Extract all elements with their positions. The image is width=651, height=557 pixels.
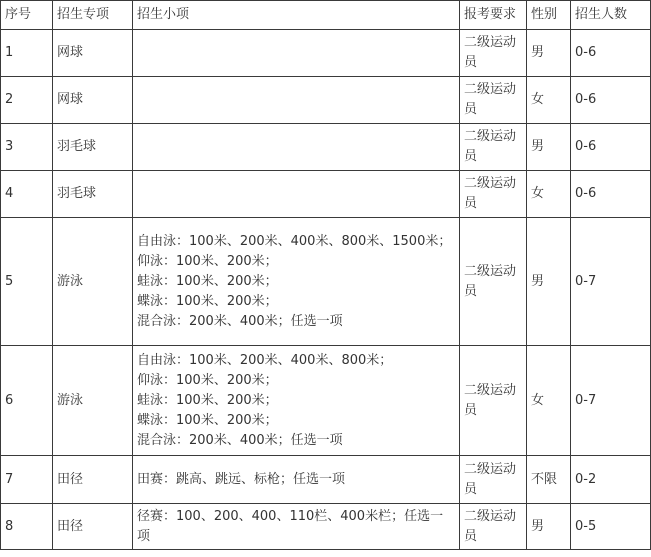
event-detail-line: 自由泳：100米、200米、400米、800米、1500米； [137,233,452,249]
table-row [1,504,651,550]
cell-gender: 女 [527,346,571,456]
cell-requirement: 二级运动员 [460,346,527,456]
event-detail-line: 混合泳：200米、400米；任选一项 [137,432,343,448]
event-detail-line: 仰泳：100米、200米； [137,372,278,388]
cell-requirement: 二级运动员 [460,171,527,218]
cell-requirement: 二级运动员 [460,124,527,171]
cell-event [133,77,460,124]
cell-requirement: 二级运动员 [460,504,527,550]
event-detail-line: 蛙泳：100米、200米； [137,392,278,408]
cell-sport: 羽毛球 [53,171,133,218]
cell-event [133,504,460,550]
cell-index: 7 [1,456,53,504]
cell-event [133,124,460,171]
cell-gender: 男 [527,124,571,171]
cell-sport: 羽毛球 [53,124,133,171]
cell-requirement: 二级运动员 [460,77,527,124]
cell-index: 1 [1,30,53,77]
event-detail-line: 混合泳：200米、400米；任选一项 [137,313,343,329]
cell-index: 3 [1,124,53,171]
cell-index: 5 [1,218,53,346]
table-row [1,77,651,124]
cell-sport: 游泳 [53,218,133,346]
cell-sport: 田径 [53,456,133,504]
cell-quota: 0-6 [571,171,651,218]
cell-gender: 男 [527,30,571,77]
table-row [1,218,651,346]
cell-requirement: 二级运动员 [460,218,527,346]
table-row [1,456,651,504]
cell-sport: 游泳 [53,346,133,456]
cell-quota: 0-2 [571,456,651,504]
header-row [1,1,651,30]
cell-index: 4 [1,171,53,218]
table-row [1,346,651,456]
cell-requirement: 二级运动员 [460,30,527,77]
event-detail-line: 田赛：跳高、跳远、标枪；任选一项 [137,471,346,487]
header-requirement: 报考要求 [460,1,527,30]
table-row [1,171,651,218]
cell-event [133,171,460,218]
cell-quota: 0-6 [571,77,651,124]
event-detail-line: 蝶泳：100米、200米； [137,412,278,428]
cell-quota: 0-6 [571,124,651,171]
table-row [1,124,651,171]
cell-index: 2 [1,77,53,124]
header-sport: 招生专项 [53,1,133,30]
table-row [1,30,651,77]
header-quota: 招生人数 [571,1,651,30]
cell-gender: 不限 [527,456,571,504]
cell-sport: 田径 [53,504,133,550]
cell-index: 6 [1,346,53,456]
cell-event [133,346,460,456]
cell-gender: 女 [527,171,571,218]
cell-gender: 女 [527,77,571,124]
cell-event [133,30,460,77]
header-gender: 性别 [527,1,571,30]
cell-quota: 0-5 [571,504,651,550]
cell-index: 8 [1,504,53,550]
event-detail-line: 自由泳：100米、200米、400米、800米； [137,352,393,368]
event-detail-line: 蛙泳：100米、200米； [137,273,278,289]
event-detail-line: 蝶泳：100米、200米； [137,293,278,309]
cell-event [133,218,460,346]
cell-gender: 男 [527,218,571,346]
cell-sport: 网球 [53,77,133,124]
cell-quota: 0-7 [571,218,651,346]
header-index: 序号 [1,1,53,30]
event-detail-line: 径赛：100、200、400、110栏、400米栏；任选一项 [137,508,444,544]
event-detail-line: 仰泳：100米、200米； [137,253,278,269]
cell-event [133,456,460,504]
cell-quota: 0-6 [571,30,651,77]
header-event: 招生小项 [133,1,460,30]
cell-requirement: 二级运动员 [460,456,527,504]
cell-quota: 0-7 [571,346,651,456]
cell-sport: 网球 [53,30,133,77]
cell-gender: 男 [527,504,571,550]
